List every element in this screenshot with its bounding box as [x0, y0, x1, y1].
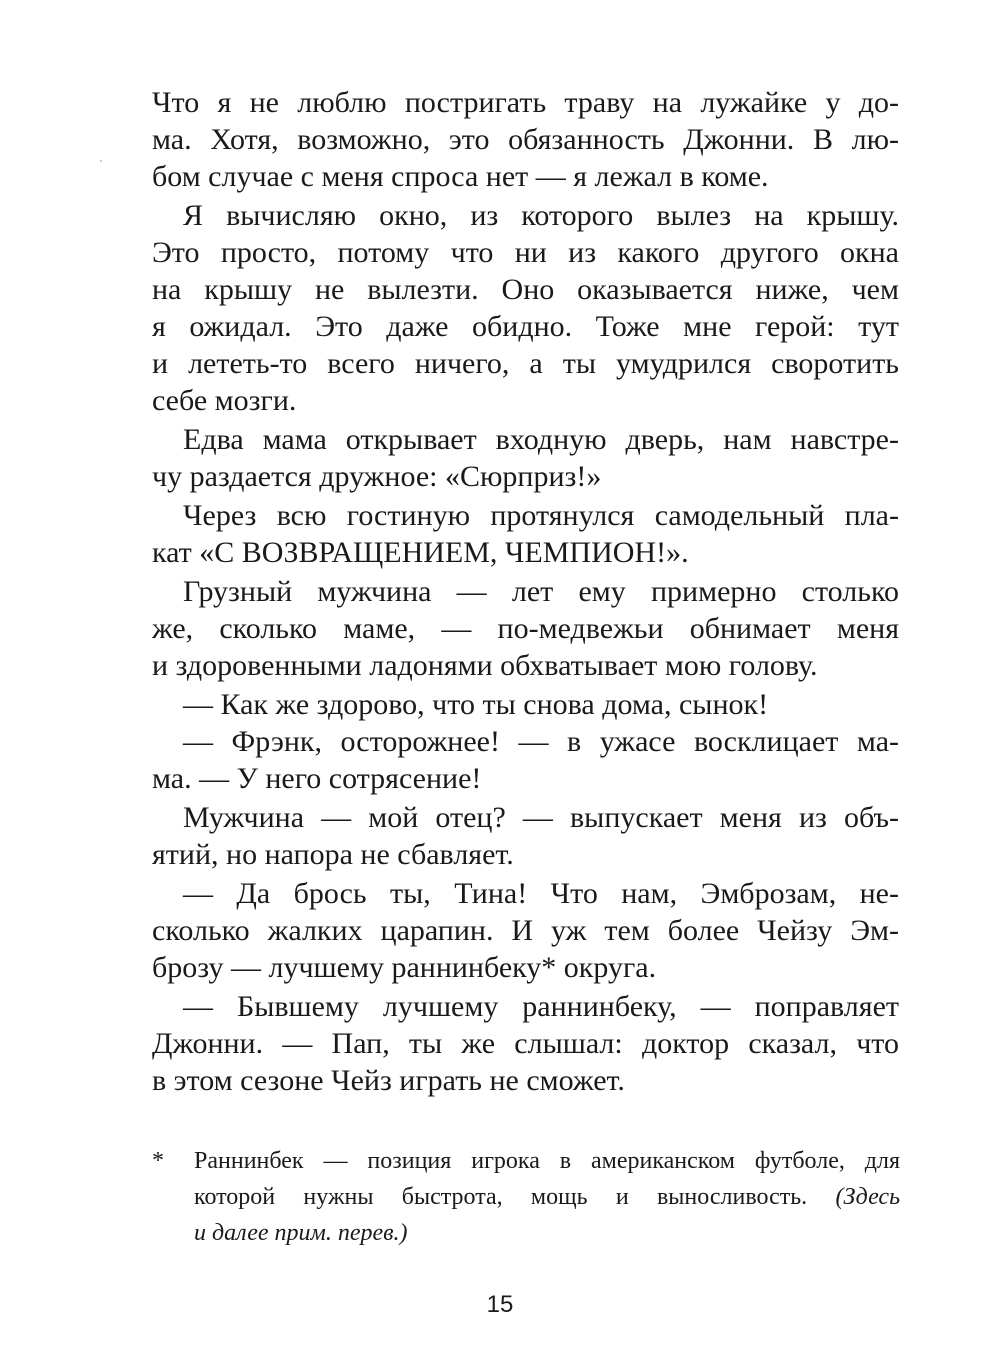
text-line: — Бывшему лучшему раннинбеку, — поправляет — [183, 990, 899, 1023]
text-line: в этом сезоне Чейз играть не сможет. — [152, 1064, 625, 1097]
translator-note-line: и далее прим. перев.) — [194, 1220, 408, 1246]
text-line: — Да брось ты, Тина! Что нам, Эмброзам, не- — [183, 877, 899, 910]
footnote-marker: * — [152, 1148, 164, 1174]
text-line: Едва мама открывает входную дверь, нам навстре- — [183, 423, 899, 456]
text-line: ма. — У него сотрясение! — [152, 762, 482, 795]
page-number: 15 — [486, 1291, 514, 1318]
text-line: Джонни. — Пап, ты же слышал: доктор сказал, что — [152, 1027, 899, 1060]
text-line: я ожидал. Это даже обидно. Тоже мне герой: тут — [152, 310, 899, 343]
text-line: — Фрэнк, осторожнее! — в ужасе восклицает ма- — [183, 725, 899, 758]
footnote-text: которой нужны быстрота, мощь и выносливость. — [194, 1184, 808, 1210]
footnote-line: Раннинбек — позиция игрока в американском футболе, для — [194, 1148, 900, 1174]
text-line: Я вычисляю окно, из которого вылез на крышу. — [183, 199, 899, 232]
text-line: Мужчина — мой отец? — выпускает меня из объ- — [183, 801, 899, 834]
text-line: и здоровенными ладонями обхватывает мою голову. — [152, 649, 818, 682]
footnote-line — [194, 1180, 900, 1214]
text-line: брозу — лучшему раннинбеку* округа. — [152, 951, 657, 984]
text-line: Это просто, потому что ни из какого другого окна — [152, 236, 899, 269]
text-line: ма. Хотя, возможно, это обязанность Джонни. В лю- — [152, 123, 899, 156]
text-line: бом случае с меня спроса нет — я лежал в коме. — [152, 160, 769, 193]
text-line: Через всю гостиную протянулся самодельный пла- — [183, 499, 899, 532]
text-line: кат «С ВОЗВРАЩЕНИЕМ, ЧЕМПИОН!». — [152, 536, 689, 569]
text-line: — Как же здорово, что ты снова дома, сынок! — [183, 688, 769, 721]
text-line: ятий, но напора не сбавляет. — [152, 838, 514, 871]
translator-note: (Здесь — [835, 1184, 900, 1210]
text-line: же, сколько маме, — по-медвежьи обнимает меня — [152, 612, 899, 645]
text-line: на крышу не вылезти. Оно оказывается ниже, чем — [152, 273, 899, 306]
text-line: сколько жалких царапин. И уж тем более Чейзу Эм- — [152, 914, 899, 947]
text-line: себе мозги. — [152, 384, 297, 417]
text-line: Что я не люблю постригать траву на лужайке у до- — [152, 86, 899, 119]
text-line: чу раздается дружное: «Сюрприз!» — [152, 460, 602, 493]
text-line: и лететь-то всего ничего, а ты умудрился своротить — [152, 347, 899, 380]
margin-mark — [100, 160, 102, 162]
text-line: Грузный мужчина — лет ему примерно столько — [183, 575, 899, 608]
